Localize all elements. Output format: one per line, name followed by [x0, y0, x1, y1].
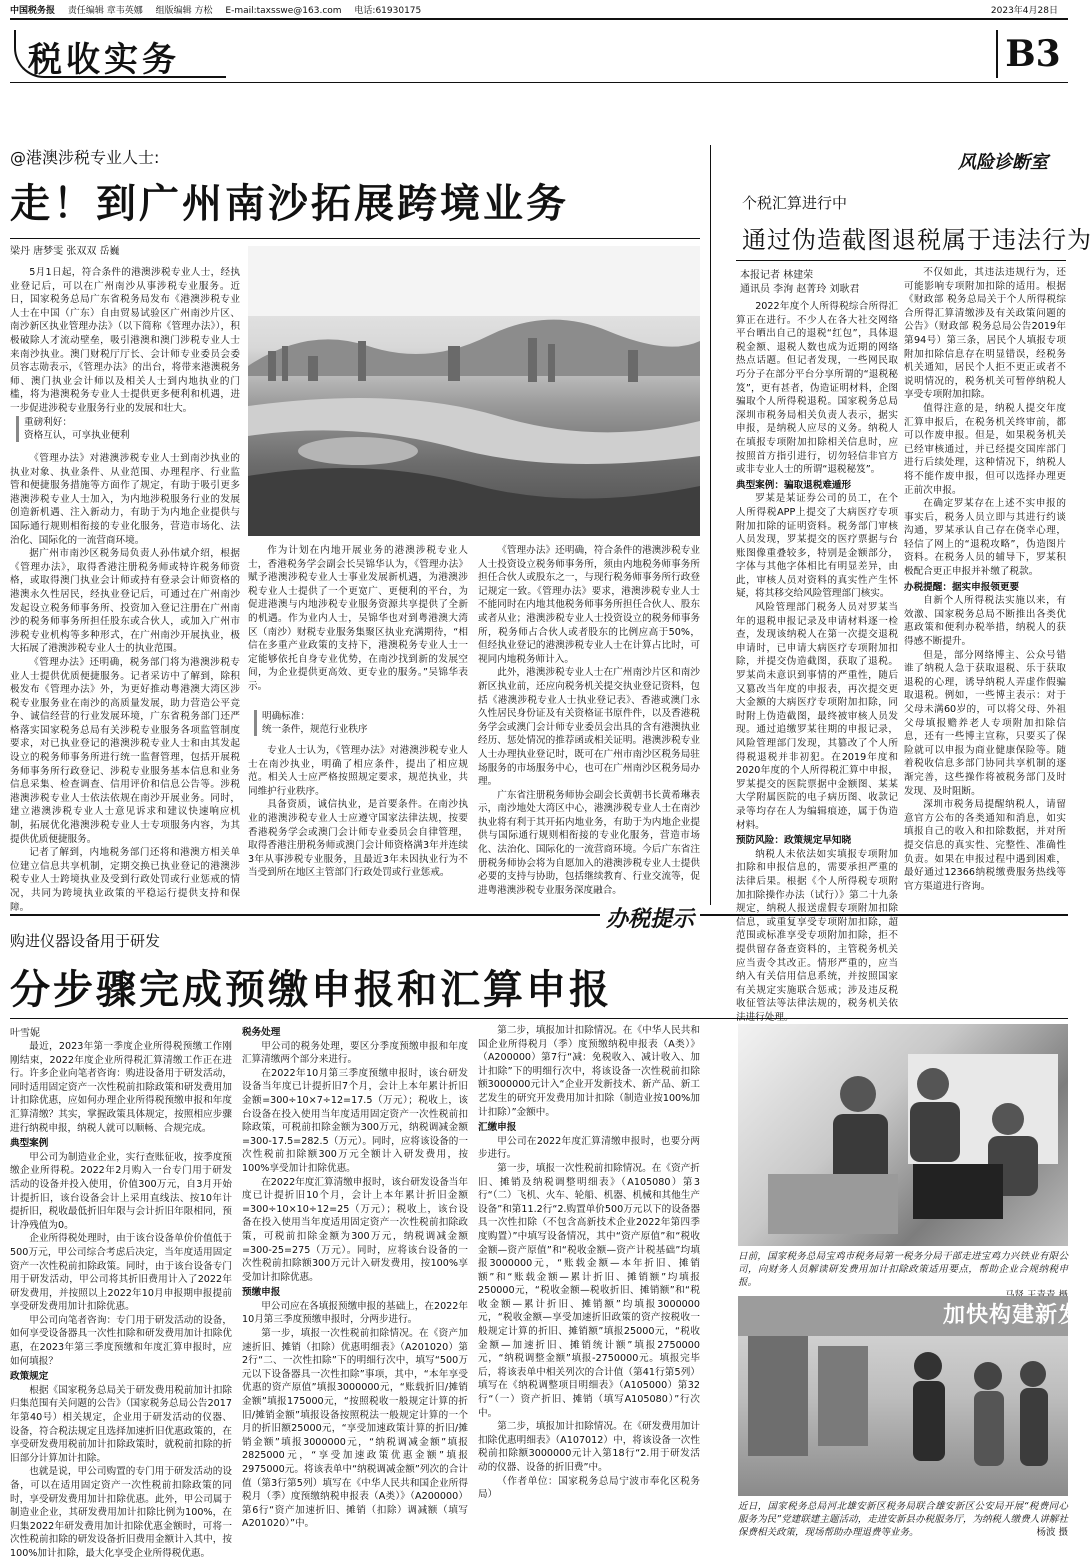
issue-date: 2023年4月28日: [990, 6, 1058, 16]
page-code: B3: [996, 30, 1068, 78]
story1-p2: 据广州市南沙区税务局负责人孙伟斌介绍，根据《管理办法》，取得香港注册税务师或特许税务师资格，或取得澳门执业会计师或持有登录会计师资格的港澳永久性居民，经执业登记后，可通过在广州南沙发起设立税务师事务所、投资加入登记注册在广州南沙的税务师事务所担任股东或合伙人，或加入广州市涉税专业机构等多种形式，在广州南沙开展执业，极大拓展了港澳涉税专业人士的执业范围。: [10, 548, 240, 655]
story2-p7: 在确定罗某存在上述不实申报的事实后，税务人员立即与其进行约谈沟通，罗某承认自己存在侥幸心理，轻信了网上的“退税攻略”，伪造图片资料。在税务人员的辅导下，罗某积极配合更正申报并补缴了税款。: [904, 498, 1066, 578]
story1-headline: 走！到广州南沙拓展跨境业务: [10, 180, 569, 227]
story3-p14: 第一步，填报一次性税前扣除情况。在《资产折旧、摊销及纳税调整明细表》（A105080）第3行“（二）飞机、火车、轮船、机器、机械和其他生产设备”和第11.2行“2.购置单价500万元以下的设备器具一次性扣除（不包含高新技术企业2022年第四季度购置）”中填写设备情况，其中“资产原值”和“税收金额—资产原值”和“税收金额—资产计税基础”均填报3000000元，“账载金额—本年折旧、摊销额”和“账载金额—累计折旧、摊销额”均填报250000元，“税收金额—税收折旧、摊销额”和“税收金额—累计折旧、摊销额”均填报3000000元，“税收金额—享受加速折旧政策的资产按税收一般规定计算的折旧、摊销额”填报25000元，“税收金额—加速折旧、摊销统计额”填报2750000元，“纳税调整金额”填报-2750000元。填报完毕后，将该表单中相关列次的合计值（第41行第5列）填写在《纳税调整项目明细表》（A105000）第32行“（一）资产折旧、摊销（填写A105080）”行次中。: [478, 1162, 700, 1419]
story3-p7: 甲公司的税务处理，要区分季度预缴申报和年度汇算清缴两个部分来进行。: [242, 1040, 468, 1066]
story3-p8: 在2022年10月第三季度预缴申报时，该台研发设备当年度已计提折旧7个月，会计上本年累计折旧金额=300÷10×7÷12=17.5（万元）；税收上，该台设备在投入使用当年度适用固定资产一次性税前扣除政策，可税前扣除金额为300万元，纳税调减金额=300-17.5=282.5（万元）。同时，应将该设备的一次性税前扣除额300万元全额计入研发费用，按100%享受加计扣除优惠。: [242, 1067, 468, 1174]
banner-text: 加快构建新发: [943, 1303, 1082, 1328]
story2-sub3: 办税提醒：据实申报领更要: [904, 581, 1020, 593]
email: E-mail:taxsswe@163.com: [225, 6, 342, 16]
officers-with-laptop-image: [738, 1024, 1068, 1246]
story2-p9: 但是，部分网络博主、公众号错谁了纳税人急于获取退税、乐于获取退税的心理，诱导纳税人弄虚作假骗取退税。例如，一些博主表示：对于父母未满60岁的，可以将父母、外祖父母填报赡养老人专项附加扣除信息，还有一些博主宣称，只要买了保险就可以申报为商业健康保险等。随着税收信息多部门协同共享机制的逐渐完善，这些操作将被税务部门及时发现、及时阻断。: [904, 649, 1066, 797]
story3-p6: 也就是说，甲公司购置的专门用于研发活动的设备，可以在适用固定资产一次性税前扣除政策的同时，享受研发费用加计扣除优惠。此外，甲公司属于制造业企业，其研发费用加计扣除比例为100%，在归集2022年研发费用加计扣除优惠金额时，可将一次性税前扣除的研发设备折旧费用金额计入其中，按100%加计扣除，最大化享受企业所得税优惠。: [10, 1466, 232, 1559]
story3-p1: 最近，2023年第一季度企业所得税预缴工作刚刚结束，2022年度企业所得税汇算清缴工作正在进行。许多企业向笔者咨询：购进设备用于研发活动，同时适用固定资产一次性税前扣除政策和研发费用加计扣除优惠，应如何办理企业所得税预缴申报和年度汇算清缴？其实，掌握政策具体规定，按照相应步骤进行纳税申报，纳税人就可以顺畅、合规完成。: [10, 1041, 232, 1134]
photo2-caption-text: 近日，国家税务总局河北雄安新区税务局联合雄安新区公安局开展“税费同心 服务为民”党建联建主题活动，走进安新县办税服务厅，为纳税人缴费人讲解社保费相关政策，现场帮助办理退费等业务。: [738, 1501, 1068, 1538]
story3-col3: [478, 1024, 700, 1545]
photo2-caption: [738, 1500, 1068, 1539]
story3-col1: [10, 1040, 232, 1559]
story3-sub5: 汇缴申报: [478, 1122, 517, 1134]
story1-p4: 记者了解到，内地税务部门还将和港澳方相关单位建立信息共享机制，定期交换已执业登记的港澳涉税专业人士跨境执业及受到行政处罚或行业惩戒的情况，共同为跨境执业政策的平稳运行提供支持和保障。: [10, 847, 240, 913]
story1-p1: 《管理办法》对港澳涉税专业人士到南沙执业的执业对象、执业条件、从业范围、办理程序、行业监管和便捷服务措施等方面作了规定，有助于吸引更多港澳涉税专业人士加入，为内地涉税服务行业的发展创造新机遇、注入新动力，有助于为内地企业提供与国际通行规则相衔接的专业化服务，营造市场化、法治化、国际化的一流营商环境。: [10, 453, 240, 546]
story2-headline: 通过伪造截图退税属于违法行为: [742, 226, 1092, 254]
story2-kicker: 个税汇算进行中: [742, 194, 848, 212]
story1-box2-text: 统一条件，规范行业秩序: [262, 724, 368, 735]
story1-col1: [10, 452, 240, 913]
story1-col2-top: [248, 544, 468, 704]
story1-box2-label: 明确标准：: [262, 711, 310, 722]
paper-name: 中国税务报: [10, 6, 56, 16]
story1-p8: 《管理办法》还明确，符合条件的港澳涉税专业人士投资设立税务师事务所，须由内地税务师事务所担任合伙人或股东之一，与现行税务师事务所行政登记规定一致。《管理办法》要求，港澳涉税专业人士不能同时在内地其他税务师事务所担任合伙人、股东或者从业；港澳涉税专业人士投资设立的税务师事务所，税务师占合伙人或者股东的比例应高于50%，但经执业登记的港澳涉税专业人士在计算占比时，可视同内地税务师计入。: [478, 545, 700, 665]
city-skyline-image: [248, 246, 700, 536]
story2-p2: 罗某是某证券公司的员工，在个人所得税APP上提交了大病医疗专项附加扣除的证明资料。税务部门审核人员发现，罗某提交的医疗票据与台账图像重叠较多，特别是金额部分，字体与其他字体相比有明显差异，由此，审核人员对资料的真实性产生怀疑，将其移交给风险管理部门核实。: [736, 493, 898, 600]
story2-column-tag: 风险诊断室: [958, 152, 1048, 173]
story1-rule: [10, 238, 700, 239]
section-header: [10, 26, 1068, 83]
story2-p4: 纳税人未依法如实填报专项附加扣除和申报信息的，需要承担严重的法律后果。根据《个人所得税专项附加扣除操作办法（试行）》第二十九条规定，纳税人报送虚假专项附加扣除信息，或重复享受专项附加扣除，超范围或标准享受专项附加扣除，拒不提供留存备查资料的，主管税务机关应当责令其改正。情形严重的，应当纳入有关信用信息系统，并按照国家有关规定实施联合惩戒；涉及违反税收征管法等法律法规的，税务机关依法进行处理。: [736, 848, 898, 1023]
story2-p10: 深圳市税务局提醒纳税人，请留意官方公布的各类通知和消息，如实填报自己的收入和扣除数据，并对所提交信息的真实性、完整性、准确性负责。如果在申报过程中遇到困难，最好通过12366纳税缴费服务热线等官方渠道进行咨询。: [904, 799, 1066, 892]
story2-sub1: 典型案例：骗取退税难遁形: [736, 479, 852, 491]
story2-p6: 值得注意的是，纳税人提交年度汇算申报后，在税务机关终审前，都可以作废申报。但是，如果税务机关已经审核通过，并已经提交国库部门进行后续处理，这种情况下，纳税人将不能作废申报，但可以选择办理更正前次申报。: [904, 402, 1066, 496]
nansha-aerial-photo: [248, 246, 700, 536]
story1-p3: 《管理办法》还明确，税务部门将为港澳涉税专业人士提供优质便捷服务。记者采访中了解到，除积极发布《管理办法》外，为更好推动粤港澳大湾区涉税专业服务业在南沙的高质量发展，助力营造公平竞争、诚信经营的行业发展环境，广东省税务部门还严格落实国家税务总局有关涉税专业服务各项监管制度要求，对已执业登记的港澳涉税专业人士和由其发起设立的税务师事务所进行统一监督管理，包括开展税务师事务所行政登记、涉税专业服务基本信息和业务信息采集、检查调查、信用评价和信息公告等。涉税港澳涉税专业人士依法依规在南沙开展业务。同时，建立港澳涉税专业人士意见诉求和建议快速响应机制，拓展优化港澳涉税专业人士专项服务内容，为其提供优质便捷服务。: [10, 656, 240, 845]
story3-p15: 第二步，填报加计扣除情况。在《研发费用加计扣除优惠明细表》（A107012）中，将该设备一次性税前扣除额3000000元计入第18行“2.用于研发活动的仪器、设备的折旧费”中。: [478, 1421, 700, 1473]
story1-byline: 梁丹 唐梦雯 张双双 岳巍: [10, 246, 120, 257]
story2-sub2: 预防风险：政策规定早知晓: [736, 835, 852, 847]
story3-sub2: 政策规定: [10, 1371, 49, 1383]
story2-byline2: 通讯员 李洵 赵菁玲 刘耿君: [740, 284, 860, 295]
story3-kicker: 购进仪器设备用于研发: [10, 932, 161, 950]
story3-sub3: 税务处理: [242, 1027, 281, 1038]
photo2-credit: 杨波 摄: [1036, 1527, 1068, 1538]
story1-col2-bottom: [248, 744, 468, 908]
story1-p10: 广东省注册税务师协会副会长黄朝书长黄希琳表示，南沙地处大湾区中心，港澳涉税专业人士在南沙执业将有利于其开拓内地业务，有助于为内地企业提供与国际通行规则相衔接的专业化服务，营造市场化、法治化、国际化的一流营商环境。今后广东省注册税务师协会将为自愿加入的港澳涉税专业人士提供必要的支持与协助，包括继续教育、行业交流等，促进粤港澳涉税专业服务深度融合。: [478, 789, 700, 896]
story3-rule: [10, 1018, 1068, 1019]
story3-top-rule: [10, 914, 1068, 916]
story3-p11b: 第二步，填报加计扣除情况。在《中华人民共和国企业所得税月（季）度预缴纳税申报表（A类）》（A200000）第7行“减：免税收入、减计收入、加计扣除”下的明细行次中，将该设备一次性税前扣除额3000000元计入“企业开发新技术、新产品、新工艺发生的研究开发费用加计扣除（制造业按100%加计扣除）”金额中。: [478, 1025, 700, 1118]
story1-p5: 作为计划在内地开展业务的港澳涉税专业人士，香港税务学会副会长吴锦华认为，《管理办法》赋予港澳涉税专业人士事业发展新机遇，为港澳涉税专业人士提供了一个更宽广、更便利的平台，为促进港澳与内地涉税专业服务资源共享提供了全新的机遇。作为业内人士，吴锦华也对到粤港澳大湾区（南沙）财税专业服务集聚区执业充满期待，“相信在多重产业政策的支持下，港澳税务专业人士一定能够依托自身专业优势，在南沙找到新的发展空间，为企业提供更高效、更专业的服务。”吴锦华表示。: [248, 545, 468, 692]
story3-p3: 企业所得税处理时，由于该台设备单价价值低于500万元，甲公司综合考虑后决定，当年度适用固定资产一次性税前扣除政策。同时，由于该台设备专门用于研发活动，甲公司将其折旧费用计入了2022年研发费用，并按照以上2022年10月申报期申报提前享受研发费用加计扣除优惠。: [10, 1233, 232, 1313]
story1-lead: [10, 266, 240, 414]
editor: 责任编辑 章韦英娜: [67, 6, 143, 16]
story2-p8: 自新个人所得税法实施以来，有效激、国家税务总局不断推出各类优惠政策和便利办税举措，纳税人的获得感不断提升。: [904, 595, 1066, 648]
story2-p1: 2022年度个人所得税综合所得汇算正在进行。不少人在各大社交网络平台晒出自己的退税“红包”，具体退税金额、退税人数也成为近期的网络热点话题。但记者发现，一些网民取巧分子在部分平台分享所谓的“退税秘笈”，更有甚者，伪造证明材料，企图骗取个人所得税退税。国家税务总局深圳市税务局相关负责人表示，据实申报，是纳税人应尽的义务。纳税人在填报专项附加扣除相关信息时，应按照首方指引进行，切勿轻信非官方或非专业人士的所谓“退税秘笈”。: [736, 301, 898, 476]
story3-p2: 甲公司为制造业企业，实行查账征收，按季度预缴企业所得税。2022年2月购入一台专门用于研发活动的设备并投入使用，价值300万元，自3月开始计提折旧，该台设备会计上采用直线法、按10年计提折旧，税收最低折旧年限与会计折旧年限相同，预计净残值为0。: [10, 1151, 232, 1231]
story2-col2: [904, 266, 1066, 908]
story2-p5: 不仅如此，其违法违规行为，还可能影响专项附加扣除的适用。根据《财政部 税务总局关于个人所得税综合所得汇算清缴涉及有关政策问题的公告》（财政部 税务总局公告2019年第94号）第三条，居民个人填报专项附加扣除信息存在明显错误，经税务机关通知，居民个人拒不更正或者不说明情况的，税务机关可暂停纳税人享受专项附加扣除。: [904, 267, 1066, 401]
story1-col3: [478, 544, 700, 908]
story1-kicker: @港澳涉税专业人士:: [10, 148, 160, 167]
story3-p11: 第一步，填报一次性税前扣除情况。在《资产加速折旧、摊销（扣除）优惠明细表》（A201020）第2行“二、一次性扣除”下的明细行次中，填写“500万元以下设备器具一次性扣除”事项，其中，“本年享受优惠的资产原值”填报3000000元，“账载折旧/摊销金额”填报175000元，“按照税收一般规定计算的折旧/摊销金额”填报设备按照税法一般规定计算的一个月的折旧额25000元，“享受加速政策计算的折旧/摊销金额”填报3000000元，“纳税调减金额”填报2825000元，“享受加速政策优惠金额”填报2975000元。将该表单中“纳税调减金额”列次的合计值（第3行第5列）填写在《中华人民共和国企业所得税月（季）度预缴纳税申报表（A类）》（A200000）第6行“资产加速折旧、摊销（扣除）调减额（填写A201020）”中。: [242, 1328, 468, 1530]
story3-sub1: 典型案例: [10, 1138, 49, 1150]
story2-byline1: 本报记者 林建荣: [740, 270, 814, 281]
story1-box1: [16, 416, 244, 442]
story3-sub4: 预缴申报: [242, 1287, 281, 1299]
photo-service-hall: [738, 1296, 1082, 1496]
photo-tax-officers: [738, 1024, 1068, 1246]
story1-p9: 此外，港澳涉税专业人士在广州南沙片区和南沙新区执业前，还应向税务机关提交执业登记资料，包括《港澳涉税专业人士执业登记表》、香港或澳门永久性居民身份证及有关资格证书原件件，以及香港税务学会或澳门会计师专业委员会出具的含有港澳执业经历、惩处情况的推荐函或相关证明。港澳涉税专业人士办理执业登记时，既可在广州市南沙区税务局驻场服务的市场服务中心，也可在广州南沙区税务局办理。: [478, 667, 700, 788]
photo1-caption: [738, 1250, 1068, 1302]
story3-p10: 甲公司应在各填报预缴申报的基础上，在2022年10月第三季度预缴申报时，分两步进行。: [242, 1300, 468, 1326]
designer: 组版编辑 方松: [155, 6, 213, 16]
story1-p7: 具备资质，诚信执业，是首要条件。在南沙执业的港澳涉税专业人士应遵守国家法律法规，按要香港税务学会或澳门会计师专业委员会自律管理，取得香港注册税务师或澳门会计师资格满3年并连续3年从事涉税专业服务，且最近3年未因执业行为不当受到所在地区主管部门行政处罚或行业惩戒。: [248, 799, 468, 879]
story3-byline: 叶雪妮: [10, 1028, 40, 1039]
story3-credit: （作者单位：国家税务总局宁波市奉化区税务局）: [478, 1475, 700, 1501]
story1-box2: [254, 710, 472, 736]
story3-p4: 甲公司向笔者咨询：专门用于研发活动的设备，如何享受设备器具一次性扣除和研发费用加计扣除优惠，在2023年第三季度预缴和年度汇算申报时，应如何填报？: [10, 1314, 232, 1367]
story2-p3: 风险管理部门税务人员对罗某当年的退税申报记录及申请材料逐一检查，发现该纳税人在第一次提交退税申请时，已申请大病医疗专项附加扣除，并提交伪造截图，获取了退税。罗某尚未意识到事情的严重性，随后又篡改当年度的申报表，再次提交更大金额的大病医疗专项附加扣除，同时附上伪造截图，最终被审核人员发现。通过追缴罗某往期的申报记录，风险管理部门发现，其篡改了个人所得税退税并非初犯。在2019年度和2020年度的个人所得税汇算中申报，罗某提交的医院票据中金额图、某某大学附属医院的电子病历图、收款记录等均存在人为编辑痕迹，属于伪造材料。: [736, 602, 898, 831]
story3-p9: 在2022年度汇算清缴申报时，该台研发设备当年度已计提折旧10个月，会计上本年累计折旧金额=300÷10×10÷12=25（万元）；税收上，该台设备在投入使用当年度适用固定资产一次性税前扣除政策，可税前扣除金额为300万元，纳税调减金额=300-25=275（万元）。同时，应将该台设备的一次性税前扣除额300万元计入研发费用，按100%享受加计扣除优惠。: [242, 1176, 468, 1283]
story3-headline: 分步骤完成预缴申报和汇算申报: [10, 966, 612, 1013]
story3-p5: 根据《国家税务总局关于研发费用税前加计扣除归集范围有关问题的公告》（国家税务总局公告2017年第40号）相关规定，企业用于研发活动的仪器、设备，符合税法规定且选择加速折旧优惠政策的，在享受研发费用税前加计扣除政策时，就税前扣除的折旧部分计算加计扣除。: [10, 1384, 232, 1464]
story1-p6: 专业人士认为，《管理办法》对港澳涉税专业人士在南沙执业，明确了相应条件，提出了相应规范。相关人士应严格按照规定要求，规范执业，共同维护行业秩序。: [248, 745, 468, 797]
photo1-caption-text: 日前，国家税务总局宝鸡市税务局第一税务分局干部走进宝鸡力兴铁业有限公司，向财务人员解读研发费用加计扣除政策适用要点，帮助企业合规纳税申报。: [738, 1251, 1068, 1288]
story3-p13: 甲公司在2022年度汇算清缴申报时，也要分两步进行。: [478, 1135, 700, 1161]
section-title: 税收实务: [28, 40, 180, 80]
column-divider: [710, 145, 711, 905]
masthead: [10, 4, 1068, 20]
story1-box1-label: 重磅利好：: [24, 417, 72, 428]
story2-rule: [736, 260, 1066, 261]
story1-box1-text: 资格互认，可享执业便利: [24, 430, 130, 441]
story2-col1: [736, 300, 898, 1023]
story3-col2: [242, 1024, 468, 1545]
story1-lead-text: 5月1日起，符合条件的港澳涉税专业人士，经执业登记后，可以在广州南沙从事涉税专业服务。近日，国家税务总局广东省税务局发布《港澳涉税专业人士在中国（广东）自由贸易试验区广州南沙片区、南沙新区执业管理办法》（以下简称《管理办法》），积极破除人才流动壁垒，吸引港澳和澳门涉税专业人士来南沙执业。澳门财税厅厅长、会计师专业委员会委员容志勋表示，《管理办法》的出台，将带来港澳税务师、澳门执业会计师以及相关人士到内地执业的门槛，将为港澳税务专业人士提供更多便利和机遇，进一步促进涉税专业服务行业的发展和壮大。: [10, 267, 240, 414]
story3-column-tag: 办税提示: [600, 902, 700, 933]
phone: 电话:61930175: [354, 6, 422, 16]
